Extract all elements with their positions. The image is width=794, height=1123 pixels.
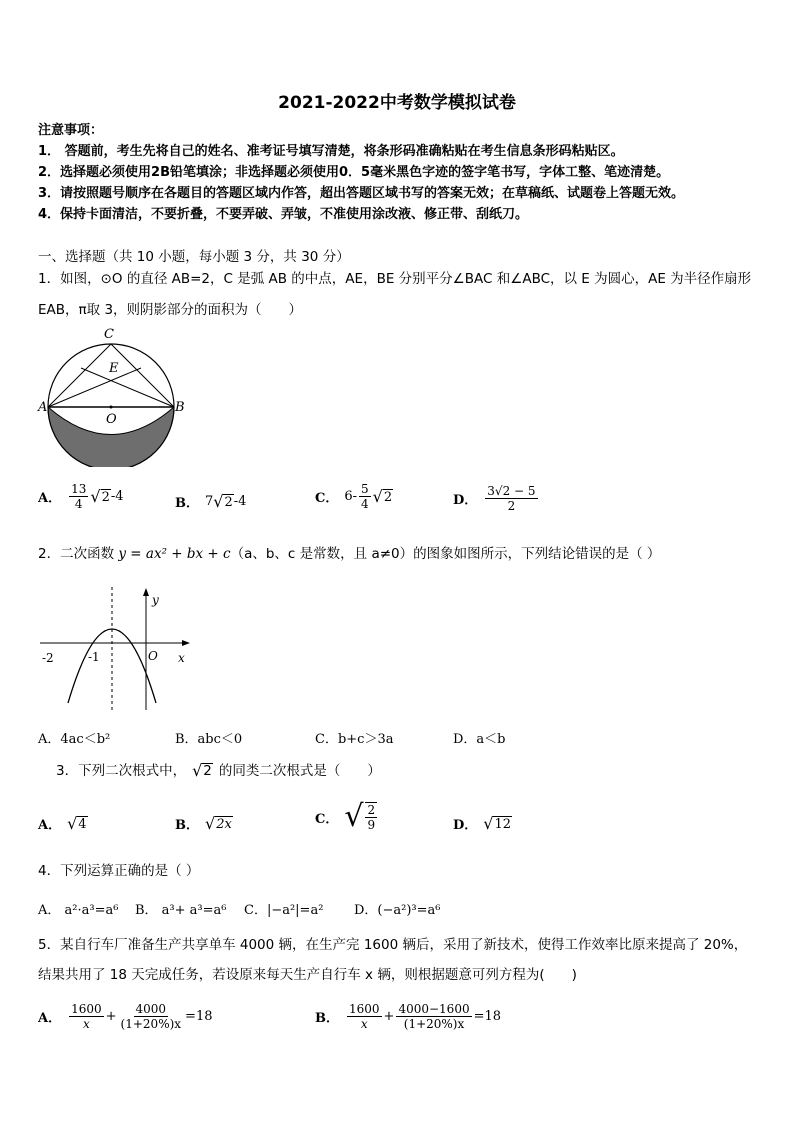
q5-line2: 结果共用了 18 天完成任务，若设原来每天生产自行车 x 辆，则根据题意可列方程为( ) <box>38 967 577 983</box>
radicand: 2 <box>383 489 393 505</box>
label-x: x <box>178 651 185 665</box>
page-title: 2021-2022中考数学模拟试卷 <box>278 93 516 113</box>
q4-option-a[interactable]: A． a²·a³=a⁶ <box>38 903 119 918</box>
equation-rhs: =18 <box>473 1009 502 1024</box>
q2-option-c[interactable]: C．b+c＞3a <box>315 732 394 747</box>
option-tail: -4 <box>110 489 124 504</box>
q5-option-b[interactable]: B． $\frac{1600}{x}$ + $\frac{4000-1600}{(1+20\%)x}$ =18 <box>315 1002 502 1031</box>
q4-stem: 4．下列运算正确的是（ ） <box>38 863 200 879</box>
frac-den: 4 <box>361 497 369 511</box>
note-item: 3．请按照题号顺序在各题目的答题区域内作答，超出答题区域书写的答案无效；在草稿纸、试题卷上答题无效。 <box>38 186 685 201</box>
option-label: A． <box>38 491 62 506</box>
option-label: B． <box>175 818 199 833</box>
label-b: B <box>175 400 185 415</box>
radicand: 2 <box>224 494 233 510</box>
option-pre: 6- <box>344 489 358 504</box>
radicand: 2x <box>216 816 232 832</box>
frac-num: 1600 <box>71 1002 102 1016</box>
q5-line1: 5．某自行车厂准备生产共享单车 4000 辆，在生产完 1600 辆后，采用了新技术，使得工作效率比原来提高了 20%， <box>38 937 748 953</box>
section-heading: 一、选择题（共 10 小题，每小题 3 分，共 30 分） <box>38 249 350 265</box>
equation-rhs: =18 <box>185 1009 213 1024</box>
q4-option-b[interactable]: B． a³+ a³=a⁶ <box>135 903 227 918</box>
q3-option-b[interactable]: B． √ 2x <box>175 813 232 833</box>
radicand: 2 <box>203 763 212 779</box>
q2-formula: y = ax² + bx + c <box>118 546 231 562</box>
label-c: C <box>104 327 114 342</box>
label-y: y <box>152 593 159 607</box>
option-pre: 7 <box>205 494 214 509</box>
frac-num: 4000−1600 <box>398 1002 470 1016</box>
y-axis-arrow <box>143 588 149 596</box>
q3-pre: 3．下列二次根式中， <box>56 763 187 779</box>
q1-option-b[interactable]: B． 7 √ 2 -4 <box>175 491 247 511</box>
frac-den: 4 <box>74 497 83 511</box>
q1-figure-circle <box>36 322 196 467</box>
frac-den: (1+20%)x <box>403 1017 465 1031</box>
note-item: 2．选择题必须使用2B铅笔填涂；非选择题必须使用0．5毫米黑色字迹的签字笔书写，字体工整、笔迹清楚。 <box>38 165 670 180</box>
notes-block <box>38 120 684 225</box>
q1-line2: EAB，π取 3，则阴影部分的面积为（ ） <box>38 302 303 318</box>
frac-num: 1600 <box>349 1002 380 1016</box>
q1-option-c[interactable]: C． 6- $\frac{5}{4}$ √ 2 <box>315 482 393 511</box>
radicand: 4 <box>78 816 87 832</box>
q2-stem <box>38 541 660 567</box>
note-item: 4．保持卡面清洁，不要折叠，不要弄破、弄皱，不准使用涂改液、修正带、刮纸刀。 <box>38 207 529 222</box>
frac-num: 2 <box>367 803 376 817</box>
q1-option-d[interactable] <box>453 484 540 513</box>
frac-num: 3√2 − 5 <box>487 484 536 498</box>
option-label: C． <box>315 491 339 506</box>
label-origin: O <box>148 649 158 663</box>
q3-post: 的同类二次根式是（ ） <box>218 763 381 779</box>
segment-bc <box>111 344 174 407</box>
frac-den: 9 <box>367 818 376 832</box>
q1-line1: 1．如图，⊙O 的直径 AB=2，C 是弧 AB 的中点，AE，BE 分别平分∠BAC 和∠ABC，以 E 为圆心，AE 为半径作扇形 <box>38 271 752 287</box>
q3-stem: 3．下列二次根式中， √ 2 的同类二次根式是（ ） <box>56 758 381 784</box>
option-label: A． <box>38 818 62 833</box>
center-dot <box>110 406 113 409</box>
option-label: A． <box>38 1011 62 1026</box>
q2-option-a[interactable]: A．4ac＜b² <box>38 732 111 747</box>
label-a: A <box>38 400 48 415</box>
frac-num: 5 <box>361 482 369 496</box>
option-label: D． <box>453 818 478 833</box>
label-e: E <box>109 361 119 376</box>
q3-option-d[interactable]: D． √ 12 <box>453 813 512 833</box>
q2-option-d[interactable]: D．a＜b <box>453 732 506 747</box>
q5-option-a[interactable]: A． $\frac{1600}{x}$ + $\frac{4000}{(1+20\%)x}$ =18 <box>38 1002 213 1031</box>
q2-figure-parabola <box>36 585 196 715</box>
label-minus-2: -2 <box>42 651 54 665</box>
notes-heading: 注意事项： <box>38 123 104 138</box>
frac-num: 13 <box>71 482 87 496</box>
frac-den: 2 <box>507 499 516 513</box>
option-tail: -4 <box>233 494 247 509</box>
label-minus-1: -1 <box>88 650 100 664</box>
frac-den: (1+20%)x <box>120 1017 182 1031</box>
option-label: B． <box>315 1011 339 1026</box>
q4-option-c[interactable]: C．|−a²|=a² <box>244 903 324 918</box>
option-label: D． <box>453 493 478 508</box>
frac-num: 4000 <box>135 1002 167 1016</box>
q2-option-b[interactable]: B．abc＜0 <box>175 732 243 747</box>
x-axis-arrow <box>182 640 190 646</box>
label-o: O <box>106 412 117 427</box>
segment-ac <box>48 344 111 407</box>
q4-option-d[interactable]: D．(−a²)³=a⁶ <box>354 903 441 918</box>
note-item: 1． 答题前，考生先将自己的姓名、准考证号填写清楚，将条形码准确粘贴在考生信息条形码粘贴区。 <box>38 144 624 159</box>
radicand: 12 <box>494 816 512 832</box>
option-label: B． <box>175 496 199 511</box>
option-label: C． <box>315 811 339 827</box>
frac-den: x <box>82 1017 90 1031</box>
q2-pre: 2．二次函数 <box>38 546 119 562</box>
q3-option-c[interactable]: C． √ $\frac{2}{9}$ <box>315 799 376 834</box>
q1-option-a[interactable]: A． $\frac{13}{4}$ √ 2 -4 <box>38 482 124 511</box>
frac-den: x <box>360 1017 368 1031</box>
q2-post: （a、b、c 是常数，且 a≠0）的图象如图所示，下列结论错误的是（ ） <box>230 546 661 562</box>
q3-option-a[interactable]: A． √ 4 <box>38 813 87 833</box>
radicand: 2 <box>101 489 110 505</box>
